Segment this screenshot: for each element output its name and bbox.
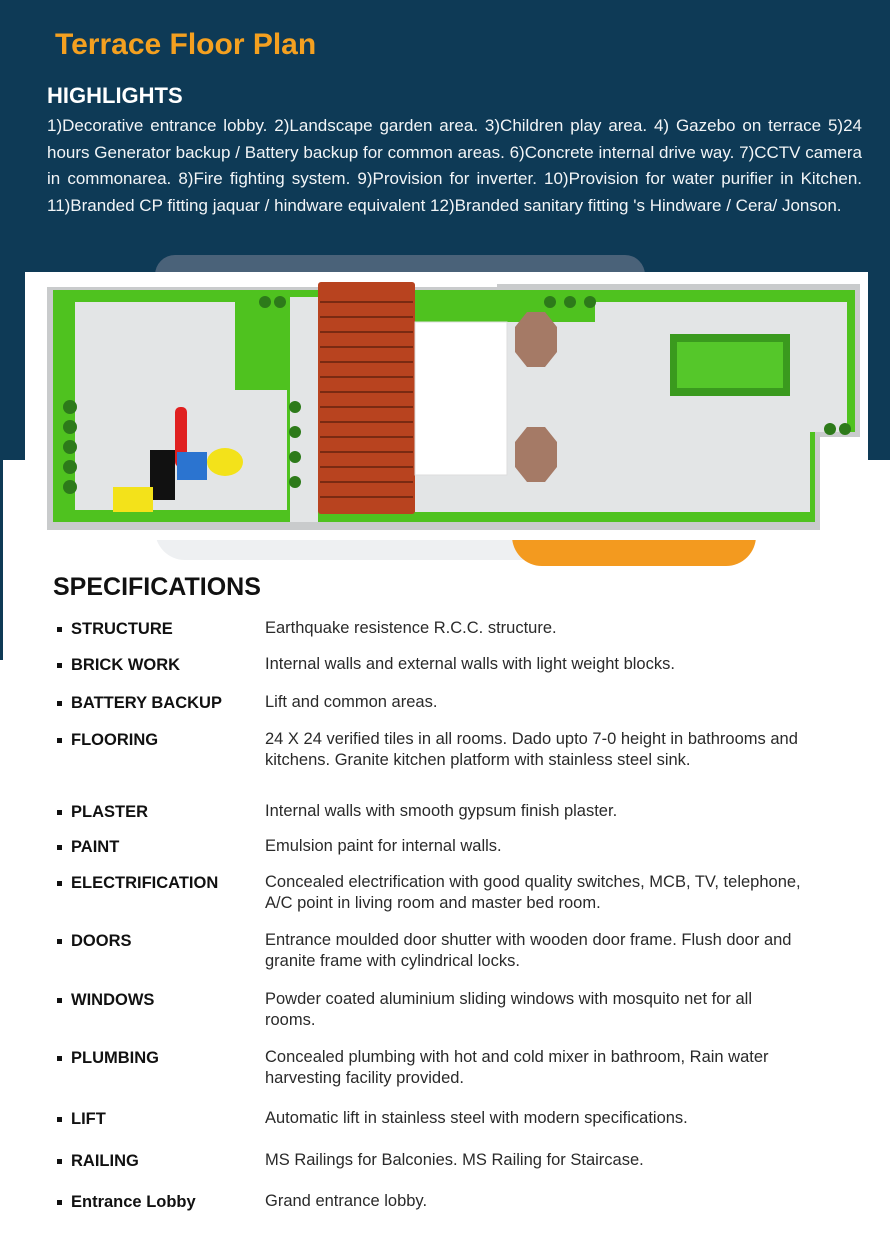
highlights-text: 1)Decorative entrance lobby. 2)Landscape garden area. 3)Children play area. 4) Gazebo on terrace 5)24 hours Generator backup / Battery backup for common areas. 6)Concrete internal drive way. 7)CCTV camera in commonarea. 8)Fire fighting system. 9)Provision for inverter. 10)Provision for water purifier in Kitchen. 11)Branded CP fitting jaquar / hindware equivalent 12)Branded sanitary fitting 's Hindware / Cera/ Jonson. [47, 116, 862, 215]
highlights-heading: HIGHLIGHTS [47, 83, 183, 108]
edge-line [0, 460, 3, 660]
spec-value: Emulsion paint for internal walls. [265, 837, 502, 855]
page-title: Terrace Floor Plan [55, 28, 317, 61]
spec-value: Internal walls and external walls with light weight blocks. [265, 655, 675, 673]
spec-label: BRICK WORK [71, 656, 181, 674]
spec-value: MS Railings for Balconies. MS Railing for Staircase. [265, 1151, 644, 1169]
spec-label: LIFT [71, 1110, 106, 1128]
spec-value: Entrance moulded door shutter with wooden door frame. Flush door and granite frame with cylindrical locks. [265, 931, 792, 970]
spec-value: Automatic lift in stainless steel with modern specifications. [265, 1109, 688, 1127]
spec-label: ELECTRIFICATION [71, 874, 219, 892]
spec-value: Internal walls with smooth gypsum finish plaster. [265, 802, 618, 820]
terrace-plan-image [25, 272, 868, 540]
spec-label: DOORS [71, 932, 132, 950]
spec-label: WINDOWS [71, 991, 155, 1009]
spec-label: RAILING [71, 1152, 139, 1170]
spec-label: PLASTER [71, 803, 149, 821]
spec-label: STRUCTURE [71, 620, 173, 638]
spec-value: 24 X 24 verified tiles in all rooms. Dado upto 7-0 height in bathrooms and kitchens. Granite kitchen platform with stainless steel sink. [265, 730, 798, 769]
spec-label: PAINT [71, 838, 120, 856]
specifications-heading: SPECIFICATIONS [53, 573, 261, 601]
spec-value: Earthquake resistence R.C.C. structure. [265, 619, 557, 637]
spec-label: Entrance Lobby [71, 1193, 196, 1211]
spec-value: Grand entrance lobby. [265, 1192, 428, 1210]
spec-value: Concealed electrification with good quality switches, MCB, TV, telephone, A/C point in living room and master bed room. [265, 873, 801, 912]
spec-value: Powder coated aluminium sliding windows with mosquito net for all rooms. [265, 990, 752, 1029]
spec-label: PLUMBING [71, 1049, 159, 1067]
spec-value: Lift and common areas. [265, 693, 438, 711]
spec-label: BATTERY BACKUP [71, 694, 222, 712]
spec-value: Concealed plumbing with hot and cold mixer in bathroom, Rain water harvesting facility provided. [265, 1048, 769, 1087]
spec-label: FLOORING [71, 731, 159, 749]
